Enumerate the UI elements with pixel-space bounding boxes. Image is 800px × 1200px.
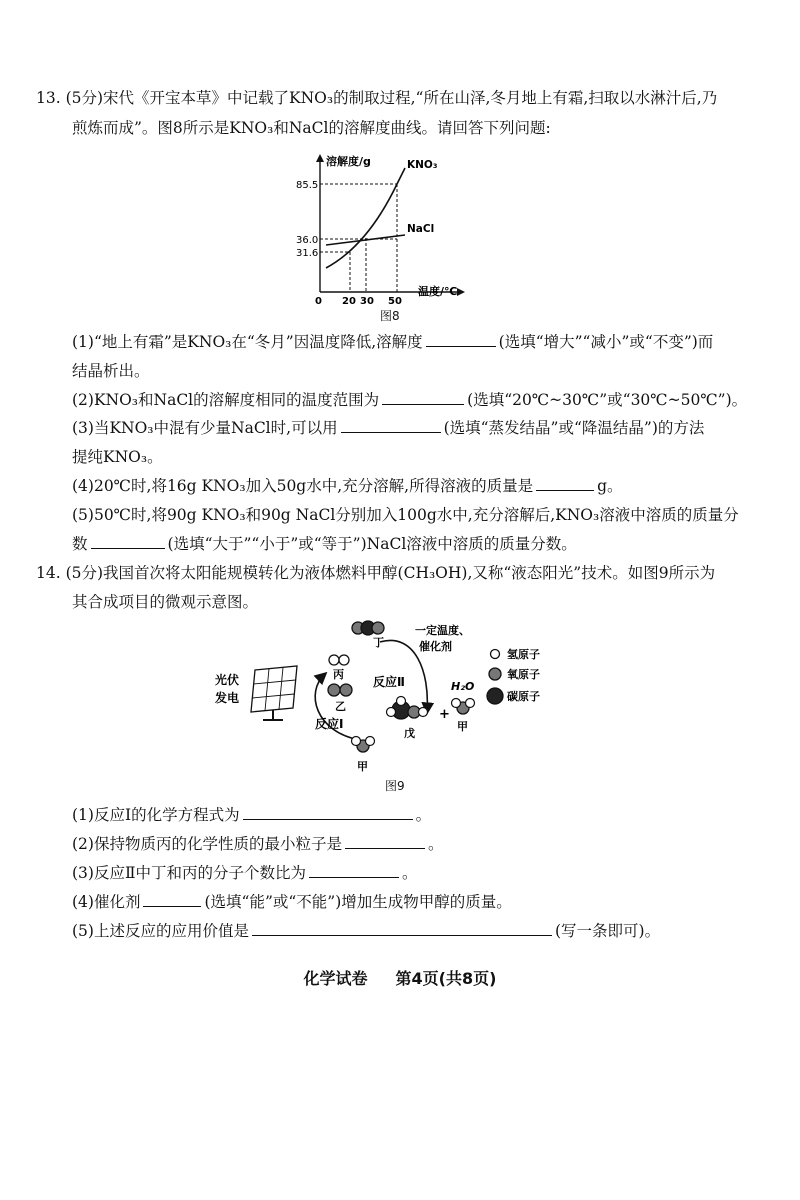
page-footer	[0, 966, 800, 989]
q14-part4-blank[interactable]	[143, 892, 201, 907]
legend-oxygen-icon	[489, 668, 501, 680]
q13-part5-text-c: (选填“大于”“小于”或“等于”)NaCl溶液中溶质的质量分数。	[167, 535, 577, 553]
xtick-0: 0	[315, 296, 322, 307]
label-ding: 丁	[373, 636, 384, 649]
q13-part2	[72, 390, 747, 410]
ytick-36-0: 36.0	[296, 235, 319, 246]
q13-part5: (5)50℃时,将90g KNO₃和90g NaCl分别加入100g水中,充分溶解后,KNO₃溶液中溶质的质量分	[72, 506, 739, 524]
q14-part5-text-a: (5)上述反应的应用价值是	[72, 922, 249, 940]
legend-oxygen: 氧原子	[507, 668, 540, 681]
reaction-1-label: 反应Ⅰ	[315, 717, 344, 731]
q14-part3	[72, 863, 418, 883]
q13-part1-cont: 结晶析出。	[72, 362, 150, 380]
label-bing: 丙	[333, 668, 344, 681]
molecule-wu-methanol	[387, 697, 428, 720]
plus-sign: +	[439, 707, 450, 722]
q14-part5-text-b: (写一条即可)。	[554, 922, 661, 940]
legend-hydrogen-icon	[491, 650, 500, 659]
q14-part4	[72, 892, 512, 912]
figure-8-caption: 图8	[380, 309, 400, 323]
q13-part1-blank[interactable]	[426, 332, 496, 347]
q14-part1	[72, 805, 431, 825]
q14-stem-line1: 14. (5分)我国首次将太阳能规模转化为液体燃料甲醇(CH₃OH),又称“液态阳光”技术。如图9所示为	[36, 564, 716, 582]
q13-part3-text-b: (选填“蒸发结晶”或“降温结晶”)的方法	[443, 419, 705, 437]
q14-part5-blank[interactable]	[252, 921, 552, 936]
solar-panel-icon	[251, 666, 297, 720]
q13-part1-text-a: (1)“地上有霜”是KNO₃在“冬月”因温度降低,溶解度	[72, 333, 423, 351]
molecule-jia-h2o-reactant	[352, 737, 375, 753]
molecule-ding-co2	[352, 621, 384, 635]
label-wu: 戊	[404, 727, 415, 740]
q14-part1-text-b: 。	[415, 806, 432, 824]
molecule-bing-h2	[329, 655, 349, 665]
q14-part3-text-b: 。	[402, 864, 418, 882]
q14-part4-text-a: (4)催化剂	[72, 893, 141, 911]
q14-part4-text-b: (选填“能”或“不能”)增加生成物甲醇的质量。	[204, 893, 512, 911]
q14-part2-text-b: 。	[427, 835, 444, 853]
kno3-label: KNO₃	[407, 159, 438, 171]
xtick-30: 30	[360, 296, 374, 307]
q13-part3-cont: 提纯KNO₃。	[72, 448, 163, 466]
q13-part2-blank[interactable]	[382, 390, 464, 405]
x-axis-label: 温度/℃	[418, 285, 458, 298]
molecule-yi-o2	[328, 684, 352, 696]
q13-part1	[72, 332, 713, 352]
legend-hydrogen: 氢原子	[507, 648, 540, 661]
q13-part5-text-b: 数	[72, 535, 88, 553]
q14-part5	[72, 921, 660, 941]
q13-part5-blank[interactable]	[91, 534, 165, 549]
q14-part2-text-a: (2)保持物质丙的化学性质的最小粒子是	[72, 835, 342, 853]
q13-part5-cont	[72, 534, 577, 554]
q13-part1-text-b: (选填“增大”“减小”或“不变”)而	[498, 333, 714, 351]
xtick-50: 50	[388, 296, 402, 307]
q13-part2-text-a: (2)KNO₃和NaCl的溶解度相同的温度范围为	[72, 391, 380, 409]
figure-8-solubility-chart	[280, 150, 500, 308]
y-axis-label: 溶解度/g	[326, 155, 371, 168]
ytick-31-6: 31.6	[296, 248, 319, 259]
y-axis-arrow	[316, 154, 324, 162]
legend-carbon: 碳原子	[507, 690, 540, 703]
label-jia-reactant: 甲	[357, 760, 368, 773]
q13-part3-blank[interactable]	[341, 418, 441, 433]
q13-stem-line1: 13. (5分)宋代《开宝本草》中记载了KNO₃的制取过程,“所在山泽,冬月地上有霜,扫取以水淋汁后,乃	[36, 89, 718, 107]
q14-part1-text-a: (1)反应Ⅰ的化学方程式为	[72, 806, 240, 824]
legend-carbon-icon	[487, 688, 503, 704]
condition-line-2: 催化剂	[419, 640, 452, 653]
q13-part4-blank[interactable]	[536, 476, 594, 491]
ytick-85-5: 85.5	[296, 180, 319, 191]
q14-part2	[72, 834, 443, 854]
reaction-2-label: 反应Ⅱ	[373, 675, 405, 689]
q13-part4-text-b: g。	[597, 477, 623, 495]
h2o-label: H₂O	[451, 680, 475, 693]
q13-part4	[72, 476, 623, 496]
x-axis-arrow	[457, 288, 465, 296]
figure-9-micro-diagram	[205, 612, 585, 780]
q13-stem-line2: 煎炼而成”。图8所示是KNO₃和NaCl的溶解度曲线。请回答下列问题:	[72, 119, 551, 137]
q14-part1-blank[interactable]	[243, 805, 413, 820]
footer-page-number: 第4页(共8页)	[395, 969, 497, 988]
condition-line-1: 一定温度、	[415, 624, 470, 637]
q14-part2-blank[interactable]	[345, 834, 425, 849]
figure-9-caption: 图9	[385, 779, 405, 793]
q13-part2-text-b: (选填“20℃~30℃”或“30℃~50℃”)。	[467, 391, 748, 409]
pv-label-2: 发电	[215, 691, 240, 705]
q13-part3	[72, 418, 704, 438]
nacl-label: NaCl	[407, 223, 435, 235]
pv-label-1: 光伏	[215, 673, 240, 687]
q13-part3-text-a: (3)当KNO₃中混有少量NaCl时,可以用	[72, 419, 338, 437]
footer-subject: 化学试卷	[303, 969, 368, 988]
xtick-20: 20	[342, 296, 356, 307]
q14-stem-line2: 其合成项目的微观示意图。	[72, 593, 259, 611]
label-yi: 乙	[335, 700, 346, 713]
q14-part3-blank[interactable]	[309, 863, 399, 878]
q13-part4-text-a: (4)20℃时,将16g KNO₃加入50g水中,充分溶解,所得溶液的质量是	[72, 477, 534, 495]
q14-part3-text-a: (3)反应Ⅱ中丁和丙的分子个数比为	[72, 864, 306, 882]
label-jia-product: 甲	[457, 720, 468, 733]
molecule-jia-h2o-product	[452, 699, 475, 715]
